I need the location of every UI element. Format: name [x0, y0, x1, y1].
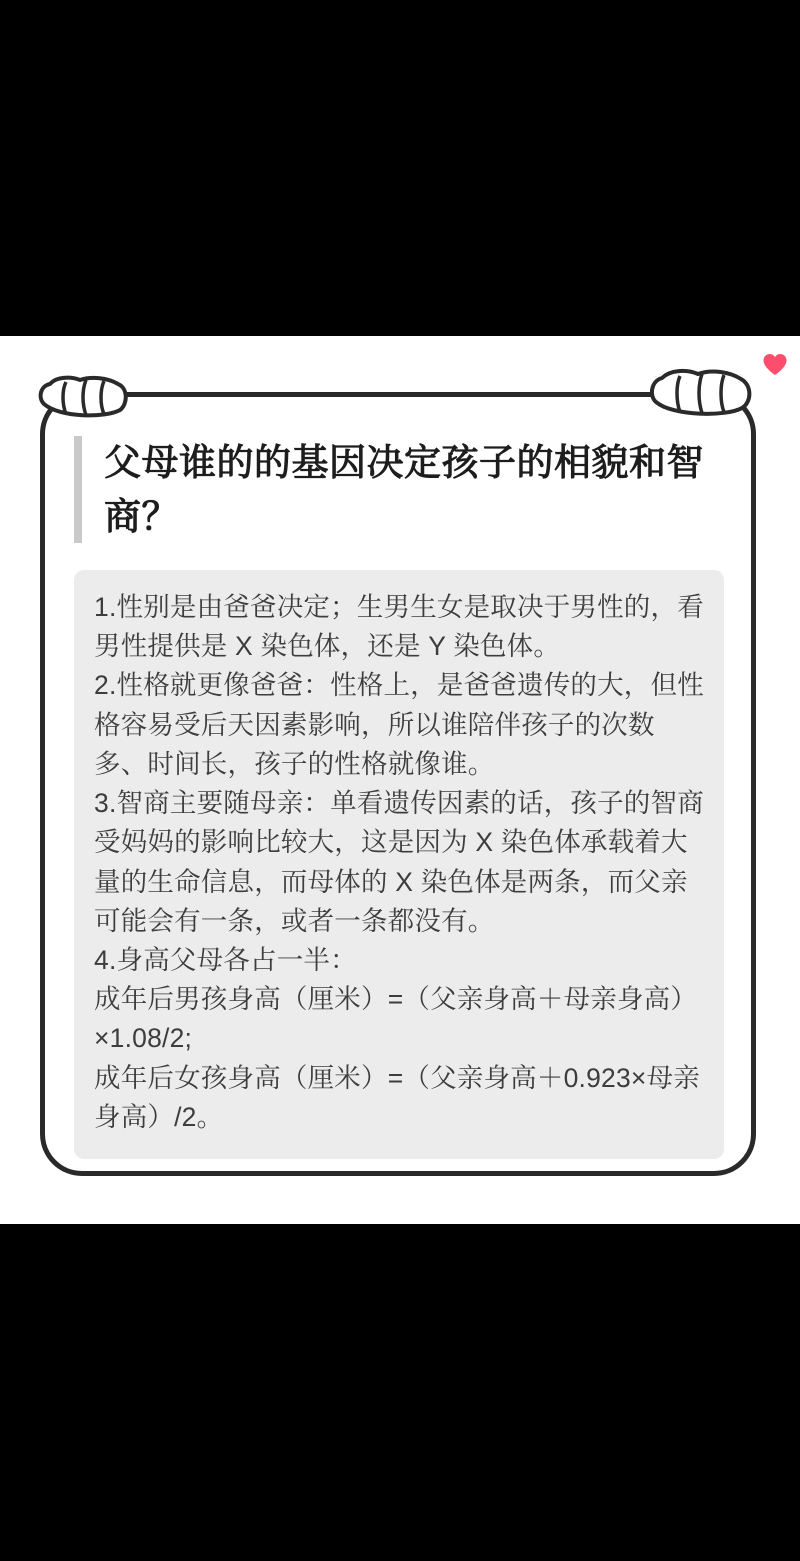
body-line: 成年后男孩身高（厘米）=（父亲身高＋母亲身高）×1.08/2; [94, 984, 698, 1054]
hand-clip-left-icon [36, 374, 132, 420]
title-text: 父母谁的的基因决定孩子的相貌和智商？ [104, 442, 704, 537]
body-panel [74, 570, 724, 1159]
body-line: 1.性别是由爸爸决定；生男生女是取决于男性的，看男性提供是 X 染色体，还是 Y 染色体。 [94, 592, 704, 662]
heart-icon [762, 352, 788, 378]
body-line: 3.智商主要随母亲：单看遗传因素的话，孩子的智商受妈妈的影响比较大，这是因为 X 染色体承载着大量的生命信息，而母体的 X 染色体是两条，而父亲可能会有一条，或者一条都没有。 [94, 788, 704, 936]
hand-clip-right-icon [646, 366, 742, 412]
page-title [74, 436, 734, 543]
body-line: 4.身高父母各占一半： [94, 944, 357, 975]
body-line: 成年后女孩身高（厘米）=（父亲身高＋0.923×母亲身高）/2。 [94, 1062, 700, 1132]
body-line: 2.性格就更像爸爸：性格上，是爸爸遗传的大，但性格容易受后天因素影响，所以谁陪伴孩子的次数多、时间长，孩子的性格就像谁。 [94, 670, 704, 779]
